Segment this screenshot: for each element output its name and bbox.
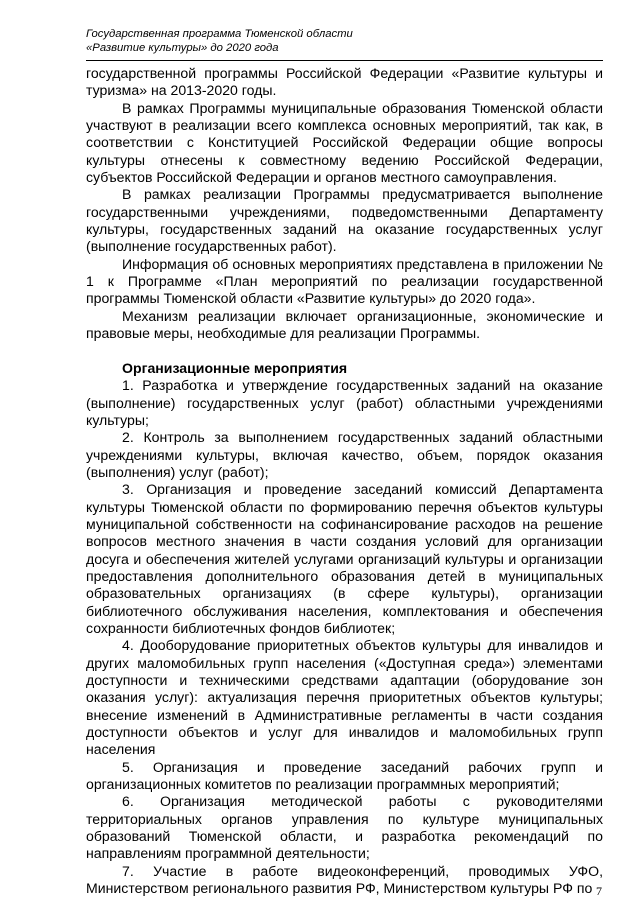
running-header-line-1: Государственная программа Тюменской области <box>86 28 353 40</box>
paragraph-continuation: государственной программы Российской Федерации «Развитие культуры и туризма» на 2013-2020 годы. <box>86 65 603 99</box>
list-item-4: 4. Дооборудование приоритетных объектов культуры для инвалидов и других маломобильных групп населения («Доступная среда») элементами доступности и техническими средствами адаптации (оборудование зон оказания услуг): актуализация перечня приоритетных объектов культуры; внесение изменений в Административные регламенты в части создания доступности объектов и услуг для инвалидов и маломобильных групп населения <box>86 637 603 758</box>
list-item-6: 6. Организация методической работы с руководителями территориальных органов управления по культуре муниципальных образований Тюменской области, и разработка рекомендаций по направлениям программной деятельности; <box>86 793 603 862</box>
section-heading: Организационные мероприятия <box>122 359 348 376</box>
blank-line <box>86 343 603 360</box>
list-item-2: 2. Контроль за выполнением государственных заданий областными учреждениями культуры, включая качество, объем, порядок оказания (выполнения) услуг (работ); <box>86 429 603 480</box>
page-number: 7 <box>596 884 602 898</box>
list-item-7: 7. Участие в работе видеоконференций, проводимых УФО, Министерством регионального развития РФ, Министерством культуры РФ по <box>86 862 603 897</box>
list-item-1: 1. Разработка и утверждение государственных заданий на оказание (выполнение) государственных услуг (работ) областными учреждениями культуры; <box>86 377 603 428</box>
paragraph-state-assignments: В рамках реализации Программы предусматривается выполнение государственными учреждениями, подведомственными Департаменту культуры, государственных заданий на оказание государственных услуг (выполнение государственных работ). <box>86 186 603 255</box>
paragraph-appendix-reference: Информация об основных мероприятиях представлена в приложении № 1 к Программе «План мероприятий по реализации государственной программы Тюменской области «Развитие культуры» до 2020 года». <box>86 255 603 307</box>
paragraph-municipal-participation: В рамках Программы муниципальные образования Тюменской области участвуют в реализации всего комплекса основных мероприятий, так как, в соответствии с Конституцией Российской Федерации общие вопросы культуры отнесены к совместному ведению Российской Федерации, субъектов Российской Федерации и органов местного самоуправления. <box>86 99 603 186</box>
document-body <box>86 65 603 898</box>
header-divider <box>86 60 603 61</box>
list-item-3: 3. Организация и проведение заседаний комиссий Департамента культуры Тюменской области по формированию перечня объектов культуры муниципальной собственности на софинансирование расходов на решение вопросов местного значения в части создания условий для организации досуга и обеспечения жителей услугами организаций культуры и организации предоставления дополнительного образования детей в муниципальных образовательных организациях (в сфере культуры), организации библиотечного обслуживания населения, комплектования и обеспечения сохранности библиотечных фондов библиотек; <box>86 481 603 636</box>
list-item-5: 5. Организация и проведение заседаний рабочих групп и организационных комитетов по реализации программных мероприятий; <box>86 758 603 793</box>
running-header <box>86 27 526 55</box>
running-header-line-2: «Развитие культуры» до 2020 года <box>86 42 279 54</box>
paragraph-implementation-mechanism: Механизм реализации включает организационные, экономические и правовые меры, необходимые для реализации Программы. <box>86 307 603 342</box>
